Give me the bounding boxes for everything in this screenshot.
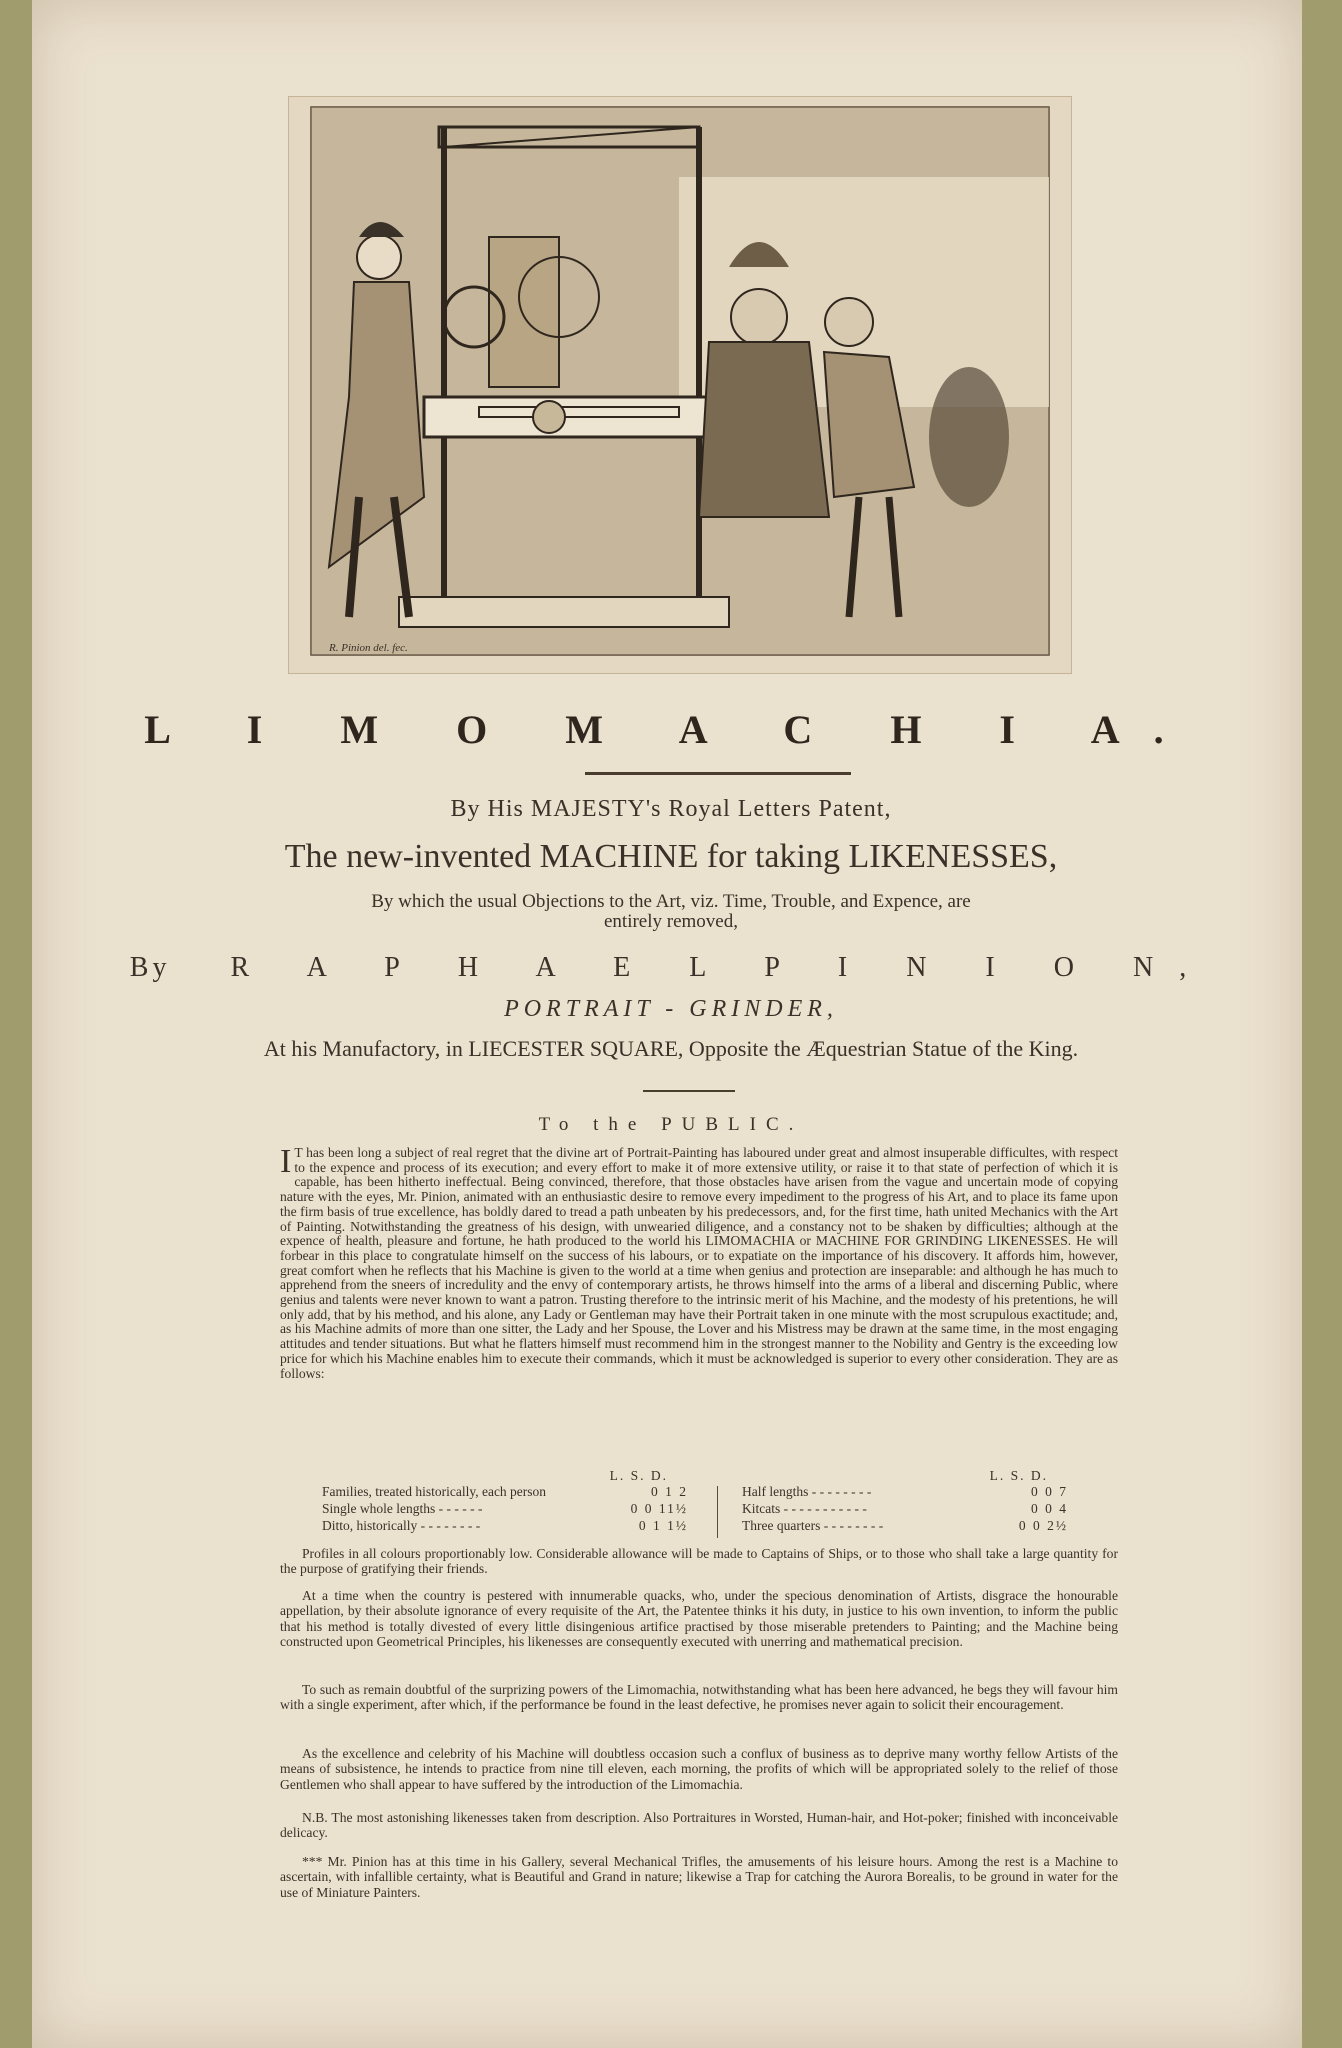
author-line bbox=[0, 952, 1342, 984]
price-header-right: L. S. D. bbox=[989, 1468, 1048, 1483]
price-table bbox=[322, 1468, 1070, 1540]
doubtful-paragraph: To such as remain doubtful of the surprizing powers of the Limomachia, notwithstanding what has been here advanced, he begs they will favour him with a single experiment, after which, if the performance be found in the least defective, he promises never again to solicit their encouragement. bbox=[280, 1682, 1118, 1713]
engraving-illustration bbox=[289, 97, 1071, 673]
price-value: 0 0 2½ bbox=[1018, 1518, 1068, 1533]
price-row bbox=[742, 1518, 1072, 1535]
profiles-paragraph: Profiles in all colours proportionably low. Considerable allowance will be made to Captains of Ships, or to those who shall take a large quantity for the purpose of gratifying their friends. bbox=[280, 1546, 1118, 1577]
price-divider bbox=[717, 1486, 718, 1538]
objections-text bbox=[0, 892, 1342, 932]
plate-signature: R. Pinion del. fec. bbox=[329, 642, 408, 654]
to-public-heading: To the PUBLIC. bbox=[538, 1114, 804, 1135]
price-column-right bbox=[742, 1468, 1072, 1535]
title-rule bbox=[585, 772, 851, 775]
price-label: Ditto, historically - - - - - - - - bbox=[322, 1518, 481, 1533]
section-rule bbox=[643, 1090, 735, 1092]
objections-line-2: entirely removed, bbox=[603, 911, 738, 932]
drop-cap: I bbox=[280, 1143, 292, 1180]
price-value: 0 0 11½ bbox=[630, 1501, 688, 1516]
engraving-plate bbox=[288, 96, 1072, 674]
price-column-left bbox=[322, 1468, 692, 1535]
price-row bbox=[742, 1501, 1072, 1518]
objections-line-1: By which the usual Objections to the Art, viz. Time, Trouble, and Expence, are bbox=[371, 891, 971, 912]
price-header-left: L. S. D. bbox=[609, 1468, 668, 1483]
price-row bbox=[322, 1501, 692, 1518]
author-name: R A P H A E L P I N I O N, bbox=[230, 952, 1213, 983]
trade-title: PORTRAIT - GRINDER, bbox=[504, 996, 838, 1022]
price-row bbox=[742, 1484, 1072, 1501]
price-label: Kitcats - - - - - - - - - - - bbox=[742, 1501, 867, 1516]
intro-paragraph-text: T has been long a subject of real regret that the divine art of Portrait-Painting has laboured under great and almost insuperable difficultes, with respect to the expence and process of its execution; and every effort to make it of more extensive utility, or raise it to that state of perfection of which it is capable, has been hitherto ineffectual. Being convinced, therefore, that those obstacles have arisen from the vague and uncertain mode of copying nature with the eyes, Mr. Pinion, animated with an enthusiastic desire to remove every impediment to the progress of his Art, and to place its fame upon the firm basis of true excellence, has boldly dared to tread a path unbeaten by his predecessors, and, for the first time, hath united Mechanics with the Art of Painting. Notwithstanding the greatness of his design, with unwearied diligence, and a constancy not to be shaken by difficulties; although at the expence of health, pleasure and fortune, he hath produced to the world his LIMOMACHIA or MACHINE FOR GRINDING LIKENESSES. He will forbear in this place to congratulate himself on the success of his labours, or to expatiate on the importance of his discovery. It affords him, however, great comfort when he reflects that his Machine is given to the world at a time when genius and protection are inseparable: and although he has much to apprehend from the sneers of incredulity and the envy of contemporary artists, he throws himself into the arms of a liberal and discerning Public, where genius and talents were never known to want a patron. Trusting therefore to the intrinsic merit of his Machine, and the modesty of his pretentions, he will only add, that by his method, and his alone, any Lady or Gentleman may have their Portrait taken in one minute with the most scrupulous exactitude; and, as his Machine admits of more than one sitter, the Lady and her Spouse, the Lover and his Mistress may be drawn at the same time, in the most engaging attitudes and tender situations. But what he flatters himself must recommend him in the strongest manner to the Nobility and Gentry is the exceeding low price for which his Machine enables him to execute their commands, which it must be acknowledged is superior to every other consideration. They are as follows: bbox=[280, 1145, 1118, 1381]
patent-line: By His MAJESTY's Royal Letters Patent, bbox=[450, 796, 892, 822]
nota-bene-paragraph: N.B. The most astonishing likenesses taken from description. Also Portraitures in Worsted, Human-hair, and Hot-poker; finished with inconceivable delicacy. bbox=[280, 1810, 1118, 1841]
price-label: Families, treated historically, each person bbox=[322, 1484, 547, 1499]
price-label: Three quarters - - - - - - - - bbox=[742, 1518, 884, 1533]
price-row bbox=[322, 1518, 692, 1535]
price-value: 0 1 1½ bbox=[638, 1518, 688, 1533]
intro-paragraph bbox=[280, 1143, 1118, 1381]
excellence-paragraph: As the excellence and celebrity of his Machine will doubtless occasion such a conflux of business as to deprive many worthy fellow Artists of the means of subsistence, he intends to practice from nine till eleven, each morning, the profits of which will be appropriated solely to the relief of those Gentlemen who shall appear to have suffered by the introduction of the Limomachia. bbox=[280, 1746, 1118, 1792]
price-label: Single whole lengths - - - - - - bbox=[322, 1501, 483, 1516]
gallery-paragraph: *** Mr. Pinion has at this time in his Gallery, several Mechanical Trifles, the amusements of his leisure hours. Among the rest is a Machine to ascertain, with infallible certainty, what is Beautiful and Grand in nature; likewise a Trap for catching the Aurora Borealis, to be ground in water for the use of Miniature Painters. bbox=[280, 1854, 1118, 1900]
price-value: 0 1 2 bbox=[651, 1484, 688, 1499]
price-value: 0 0 7 bbox=[1031, 1484, 1068, 1499]
by-word: By bbox=[129, 952, 171, 983]
price-row bbox=[322, 1484, 692, 1501]
price-value: 0 0 4 bbox=[1031, 1501, 1068, 1516]
quacks-paragraph: At a time when the country is pestered with innumerable quacks, who, under the specious denomination of Artists, disgrace the honourable appellation, by their absolute ignorance of every requisite of the Art, the Patentee thinks it his duty, in justice to his own invention, to inform the public that his method is totally divested of every little disingenious artifice practised by those miserable pretenders to Painting; and the Machine being constructed upon Geometrical Principles, his likenesses are consequently executed with unerring and mathematical precision. bbox=[280, 1588, 1118, 1650]
address-line: At his Manufactory, in LIECESTER SQUARE, Opposite the Æquestrian Statue of the King. bbox=[263, 1036, 1079, 1061]
headline: The new-invented MACHINE for taking LIKENESSES, bbox=[284, 838, 1058, 875]
price-label: Half lengths - - - - - - - - bbox=[742, 1484, 872, 1499]
main-title: L I M O M A C H I A. bbox=[144, 707, 1198, 752]
